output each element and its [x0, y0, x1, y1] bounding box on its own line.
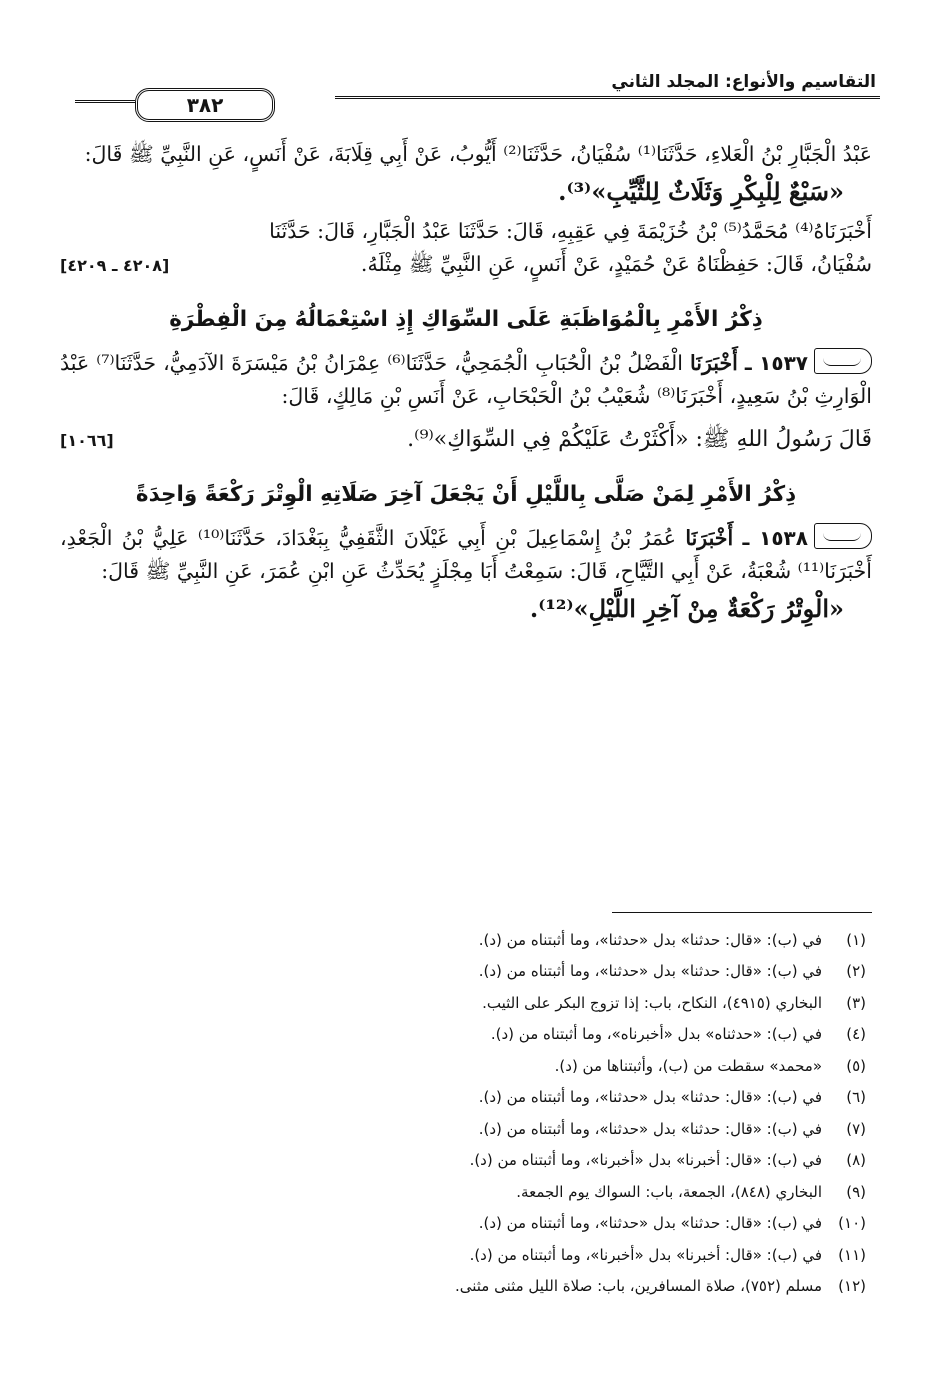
footnote-number: (٥) [846, 1056, 866, 1075]
footnote-number: (٩) [846, 1182, 866, 1201]
footnote [266, 1145, 866, 1177]
page-number-frame [135, 88, 275, 122]
footnote [266, 1271, 866, 1303]
hadith-1537 [60, 347, 872, 413]
footnotes [266, 924, 866, 1302]
footnote-text: في (ب): «حدثناه» بدل «أخبرناه»، وما أثبتناه من (د). [490, 1025, 822, 1044]
hadith-number-1538: ١٥٣٨ ـ [742, 526, 808, 550]
footnote-number: (٨) [846, 1151, 866, 1170]
footnote-text: البخاري (٨٤٨)، الجمعة، باب: السواك يوم الجمعة. [516, 1182, 822, 1201]
footnote-text: في (ب): «قال: حدثنا» بدل «حدثنا»، وما أثبتناه من (د). [478, 1088, 822, 1107]
paragraph-isnad-2-line-1: أَخْبَرَنَاهُ⁽⁴⁾ مُحَمَّدُ⁽⁵⁾ بْنُ خُزَيْمَةَ فِي عَقِبِهِ، قَالَ: حَدَّثَنَا عَبْدُ الْجَبَّارِ، قَالَ: حَدَّثَنَا [269, 219, 872, 243]
footnote [266, 1082, 866, 1114]
seal-icon [814, 348, 872, 374]
matn-1537: قَالَ رَسُولُ اللهِ ﷺ: «أَكْثَرْتُ عَلَيْكُمْ فِي السِّوَاكِ»⁽⁹⁾. [407, 427, 872, 452]
cross-reference-1: [٤٢٠٨ ـ ٤٢٠٩] [60, 256, 170, 275]
footnote-text: «محمد» سقطت من (ب)، وأثبتناها من (د). [554, 1056, 822, 1075]
footnote-number: (٤) [846, 1025, 866, 1044]
footnote-text: في (ب): «قال: حدثنا» بدل «حدثنا»، وما أثبتناه من (د). [478, 1119, 822, 1138]
footnote-separator [612, 912, 872, 913]
matn-1537-row [60, 423, 872, 456]
footnote-text: في (ب): «قال: حدثنا» بدل «حدثنا»، وما أثبتناه من (د). [478, 1214, 822, 1233]
isnad-1537: الْفَضْلُ بْنُ الْحُبَابِ الْجُمَحِيُّ، حَدَّثَنَا⁽⁶⁾ عِمْرَانُ بْنُ مَيْسَرَةَ الآدَمِيُّ، حَدَّثَنَا⁽⁷⁾ عَبْدُ الْوَارِثِ بْنُ سَعِيدٍ، أَخْبَرَنَا⁽⁸⁾ شُعَيْبُ بْنُ الْحَبْحَابِ، عَنْ أَنَسِ بْنِ مَالِكٍ، قَالَ: [60, 351, 872, 408]
footnote-number: (١١) [838, 1245, 866, 1264]
footnote [266, 924, 866, 956]
footnote [266, 987, 866, 1019]
paragraph-isnad-1: عَبْدُ الْجَبَّارِ بْنُ الْعَلاءِ، حَدَّثَنَا⁽¹⁾ سُفْيَانُ، حَدَّثَنَا⁽²⁾ أَيُّوبُ، عَنْ أَبِي قِلَابَةَ، عَنْ أَنَسٍ، عَنِ النَّبِيِّ ﷺ قَالَ: [84, 142, 872, 166]
footnote-number: (١) [846, 930, 866, 949]
footnote [266, 1176, 866, 1208]
hadith-text-1: «سَبْعٌ لِلْبِكْرِ وَثَلَاثٌ لِلثَّيِّبِ»⁽³⁾. [558, 177, 844, 206]
footnote-text: في (ب): «قال: أخبرنا» بدل «أخبرنا»، وما أثبتناه من (د). [469, 1245, 822, 1264]
footnote-text: البخاري (٤٩١٥)، النكاح، باب: إذا تزوج البكر على الثيب. [482, 993, 822, 1012]
page-header [60, 72, 880, 132]
footnote-number: (٢) [846, 962, 866, 981]
footnote-text: مسلم (٧٥٢)، صلاة المسافرين، باب: صلاة الليل مثنى مثنى. [454, 1277, 822, 1296]
footnote [266, 1208, 866, 1240]
paragraph-isnad-2-row [60, 248, 872, 281]
footnote [266, 1050, 866, 1082]
footnote-number: (٦) [846, 1088, 866, 1107]
hadith-text-2: «الْوِتْرُ رَكْعَةٌ مِنْ آخِرِ اللَّيْلِ»⁽¹²⁾. [529, 594, 844, 623]
seal-icon [814, 523, 872, 549]
footnote-text: في (ب): «قال: حدثنا» بدل «حدثنا»، وما أثبتناه من (د). [478, 930, 822, 949]
footnote [266, 1019, 866, 1051]
footnote-text: في (ب): «قال: حدثنا» بدل «حدثنا»، وما أثبتناه من (د). [478, 962, 822, 981]
hadith-number-1537: ١٥٣٧ ـ [744, 351, 808, 375]
paragraph-isnad-2-line-2: سُفْيَانُ، قَالَ: حَفِظْنَاهُ عَنْ حُمَيْدٍ، عَنْ أَنَسٍ، عَنِ النَّبِيِّ ﷺ مِثْلَهُ. [360, 252, 872, 276]
akhbarana-1537: أَخْبَرَنَا [690, 351, 738, 375]
footnote [266, 956, 866, 988]
chapter-heading-1: ذِكْرُ الأَمْرِ بِالْمُوَاظَبَةِ عَلَى السِّوَاكِ إِذِ اسْتِعْمَالُهُ مِنَ الْفِطْرَةِ [169, 307, 763, 332]
hadith-1538 [60, 522, 872, 588]
footnote [266, 1239, 866, 1271]
running-title: التقاسيم والأنواع: المجلد الثاني [611, 72, 876, 92]
page-number: ٣٨٢ [186, 93, 224, 117]
footnote-number: (٣) [846, 993, 866, 1012]
footnote-number: (١٢) [838, 1277, 866, 1296]
footnote-text: في (ب): «قال: أخبرنا» بدل «أخبرنا»، وما أثبتناه من (د). [469, 1151, 822, 1170]
isnad-1538: عُمَرُ بْنُ إِسْمَاعِيلَ بْنِ أَبِي غَيْلَانَ الثَّقَفِيُّ بِبَغْدَادَ، حَدَّثَنَا⁽¹⁰⁾ عَلِيُّ بْنُ الْجَعْدِ، أَخْبَرَنَا⁽¹¹⁾ شُعْبَةُ، عَنْ أَبِي التَّيَّاحِ، قَالَ: سَمِعْتُ أَبَا مِجْلَزٍ يُحَدِّثُ عَنِ ابْنِ عُمَرَ، عَنِ النَّبِيِّ ﷺ قَالَ: [60, 526, 872, 583]
header-rule-left [75, 100, 135, 103]
main-text [60, 138, 872, 632]
header-rule [335, 96, 880, 99]
chapter-heading-2: ذِكْرُ الأَمْرِ لِمَنْ صَلَّى بِاللَّيْلِ أَنْ يَجْعَلَ آخِرَ صَلَاتِهِ الْوِتْرَ رَكْعَةً وَاحِدَةً [135, 482, 797, 507]
cross-reference-2: [١٠٦٦] [60, 431, 114, 450]
footnote [266, 1113, 866, 1145]
footnote-number: (١٠) [838, 1214, 866, 1233]
akhbarana-1538: أَخْبَرَنَا [685, 526, 734, 550]
footnote-number: (٧) [846, 1119, 866, 1138]
